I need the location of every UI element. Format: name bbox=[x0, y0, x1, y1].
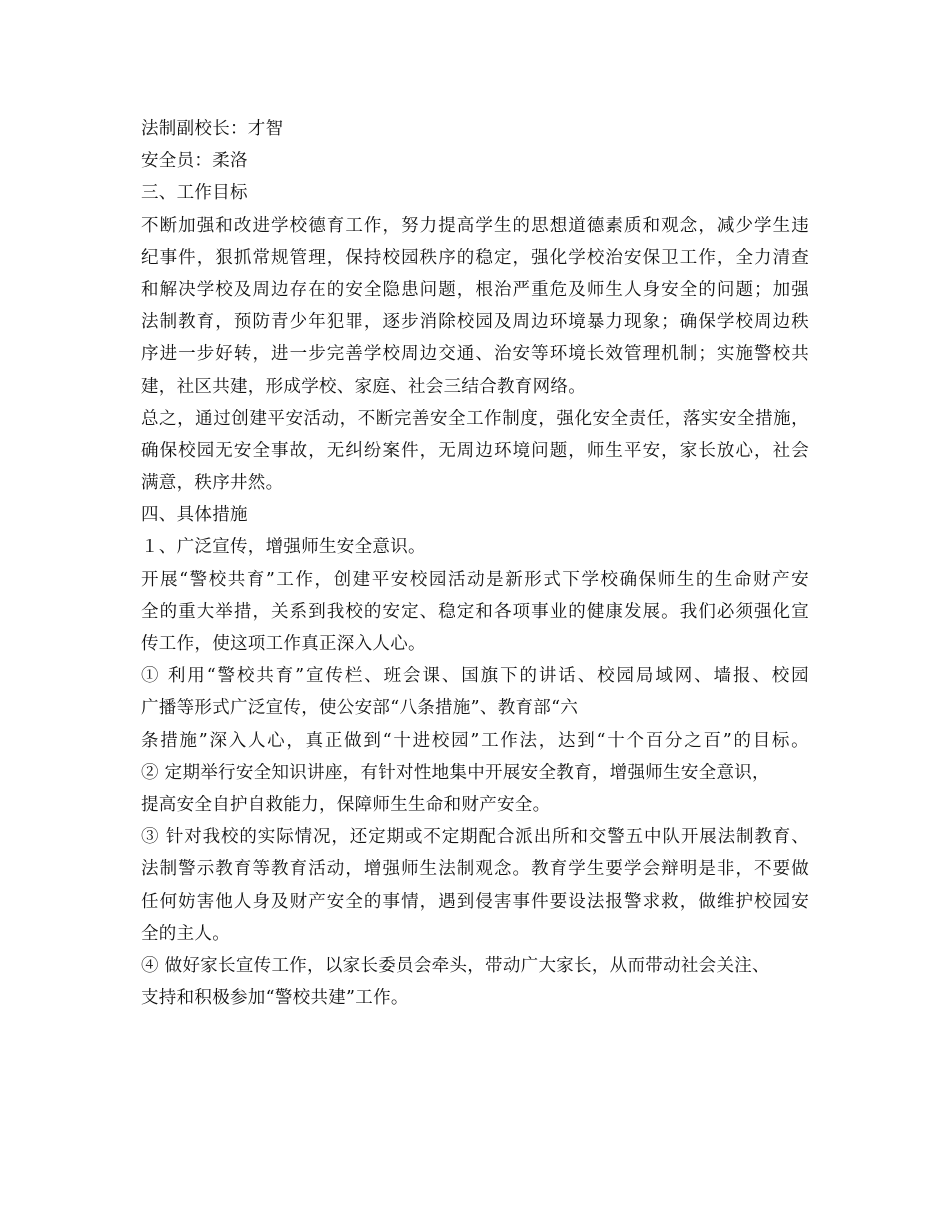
text-line: 法制副校长：才智 bbox=[141, 119, 284, 139]
text-line: 支持和积极参加“警校共建”工作。 bbox=[141, 988, 409, 1009]
text-line: 全的重大举措，关系到我校的安定、稳定和各项事业的健康发展。我们必须强化宣 bbox=[141, 601, 809, 622]
text-line: 传工作，使这项工作真正深入人心。 bbox=[141, 634, 426, 654]
list-item: ② 定期举行安全知识讲座，有针对性地集中开展安全教育，增强师生安全意识， bbox=[141, 762, 770, 783]
text-line: 满意，秩序井然。 bbox=[141, 473, 284, 494]
text-line: 任何妨害他人身及财产安全的事情，遇到侵害事件要设法报警求救，做维护校园安 bbox=[141, 891, 809, 912]
text-line: 广播等形式广泛宣传，使公安部“八条措施”、教育部“六 bbox=[141, 698, 579, 719]
list-item: ④ 做好家长宣传工作，以家长委员会牵头，带动广大家长，从而带动社会关注、 bbox=[141, 955, 770, 976]
text-line: 纪事件，狠抓常规管理，保持校园秩序的稳定，强化学校治安保卫工作，全力清查 bbox=[141, 247, 809, 268]
subsection-heading: １、广泛宣传，增强师生安全意识。 bbox=[141, 537, 426, 558]
text-line: 法制警示教育等教育活动，增强师生法制观念。教育学生要学会辩明是非，不要做 bbox=[141, 859, 809, 880]
text-line: 总之，通过创建平安活动，不断完善安全工作制度，强化安全责任，落实安全措施， bbox=[141, 408, 809, 429]
text-line: 不断加强和改进学校德育工作，努力提高学生的思想道德素质和观念，减少学生违 bbox=[141, 215, 809, 236]
text-line: 条措施”深入人心，真正做到“十进校园”工作法，达到“十个百分之百”的目标。 bbox=[141, 730, 809, 751]
text-line: 安全员：柔洛 bbox=[141, 151, 248, 172]
text-line: 建，社区共建，形成学校、家庭、社会三结合教育网络。 bbox=[141, 376, 586, 397]
list-item: ① 利用“警校共育”宣传栏、班会课、国旗下的讲话、校园局域网、墙报、校园 bbox=[141, 666, 809, 687]
text-line: 和解决学校及周边存在的安全隐患问题，根治严重危及师生人身安全的问题；加强 bbox=[141, 279, 809, 300]
section-heading: 三、工作目标 bbox=[141, 183, 248, 204]
section-heading: 四、具体措施 bbox=[141, 505, 248, 526]
text-line: 提高安全自护自救能力，保障师生生命和财产安全。 bbox=[141, 794, 551, 815]
list-item: ③ 针对我校的实际情况，还定期或不定期配合派出所和交警五中队开展法制教育、 bbox=[141, 827, 809, 848]
text-line: 全的主人。 bbox=[141, 923, 230, 944]
document-body bbox=[141, 113, 831, 1014]
text-line: 开展“警校共育”工作，创建平安校园活动是新形式下学校确保师生的生命财产安 bbox=[141, 569, 809, 590]
text-line: 序进一步好转，进一步完善学校周边交通、治安等环境长效管理机制；实施警校共 bbox=[141, 344, 809, 365]
text-line: 确保校园无安全事故，无纠纷案件，无周边环境问题，师生平安，家长放心，社会 bbox=[141, 440, 809, 461]
text-line: 法制教育，预防青少年犯罪，逐步消除校园及周边环境暴力现象；确保学校周边秩 bbox=[141, 312, 809, 333]
